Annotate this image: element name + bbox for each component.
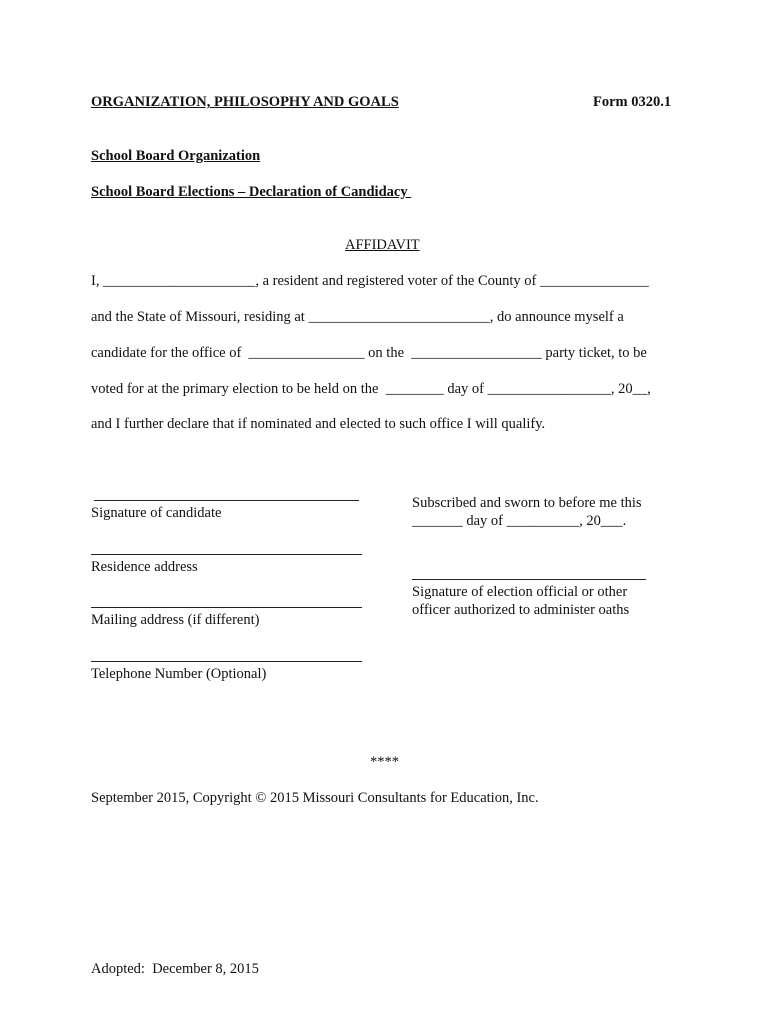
affidavit-line: voted for at the primary election to be held on the ________ day of _________________, 20__, (91, 381, 651, 397)
candidate-signature-label: Signature of candidate (91, 505, 222, 521)
affidavit-line: candidate for the office of ________________ on the __________________ party ticket, to be (91, 345, 647, 361)
sworn-statement: Subscribed and sworn to before me this (412, 495, 642, 511)
copyright-notice: September 2015, Copyright © 2015 Missouri Consultants for Education, Inc. (91, 790, 539, 806)
section-title: ORGANIZATION, PHILOSOPHY AND GOALS (91, 94, 399, 110)
form-number: Form 0320.1 (593, 94, 672, 110)
official-signature-line (412, 579, 646, 580)
adopted-date: Adopted: December 8, 2015 (91, 961, 259, 977)
affidavit-line: and I further declare that if nominated and elected to such office I will qualify. (91, 416, 546, 432)
mailing-address-label: Mailing address (if different) (91, 612, 260, 628)
mailing-address-line (91, 607, 362, 608)
affidavit-line: and the State of Missouri, residing at _________________________, do announce myself a (91, 309, 624, 325)
separator: **** (370, 754, 399, 770)
telephone-label: Telephone Number (Optional) (91, 666, 267, 682)
residence-address-label: Residence address (91, 559, 198, 575)
candidate-signature-line (94, 500, 359, 501)
affidavit-line: I, _____________________, a resident and registered voter of the County of _______________ (91, 273, 649, 289)
subheading-elections: School Board Elections – Declaration of Candidacy (91, 184, 412, 200)
official-signature-label: Signature of election official or other (412, 584, 628, 600)
official-signature-label: officer authorized to administer oaths (412, 602, 630, 618)
sworn-date-line: _______ day of __________, 20___. (412, 513, 627, 529)
subheading-organization: School Board Organization (91, 148, 261, 164)
affidavit-title: AFFIDAVIT (345, 237, 420, 253)
residence-address-line (91, 554, 362, 555)
telephone-line (91, 661, 362, 662)
